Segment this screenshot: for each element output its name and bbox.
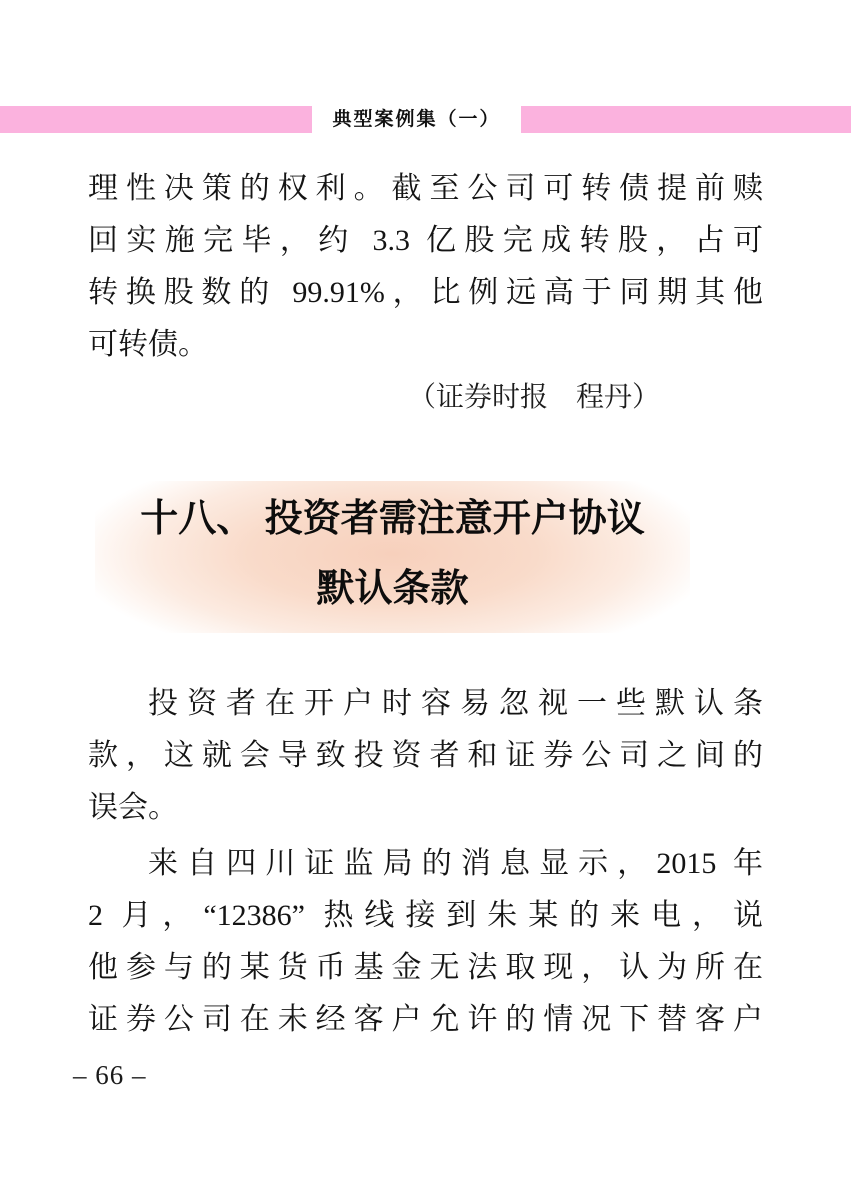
section-heading-line2: 默认条款 xyxy=(316,568,469,610)
body-line: 误会。 xyxy=(88,791,178,824)
body-line: 款，这就会导致投资者和证券公司之间的 xyxy=(88,739,763,772)
body-line: 可转债。 xyxy=(88,328,208,361)
body-line: 证券公司在未经客户允许的情况下替客户 xyxy=(88,1003,763,1036)
body-line: 回实施完毕，约 3.3 亿股完成转股，占可 xyxy=(88,224,763,257)
header-band-right xyxy=(521,106,851,133)
body-line: 他参与的某货币基金无法取现，认为所在 xyxy=(88,951,763,984)
body-line: 来自四川证监局的消息显示，2015 年 xyxy=(148,847,763,880)
body-line: 转换股数的 99.91%，比例远高于同期其他 xyxy=(88,276,763,309)
body-line: 投资者在开户时容易忽视一些默认条 xyxy=(148,687,763,720)
page-number: – 66 – xyxy=(73,1060,147,1090)
running-title: 典型案例集（一） xyxy=(332,109,501,130)
body-line: 理性决策的权利。截至公司可转债提前赎 xyxy=(88,172,763,205)
section-heading-line1: 十八、 投资者需注意开户协议 xyxy=(140,498,645,540)
body-line: 2 月，“12386” 热线接到朱某的来电，说 xyxy=(88,899,763,932)
header-band-left xyxy=(0,106,312,133)
attribution: （证券时报 程丹） xyxy=(407,382,660,413)
section-heading-box xyxy=(95,481,690,633)
